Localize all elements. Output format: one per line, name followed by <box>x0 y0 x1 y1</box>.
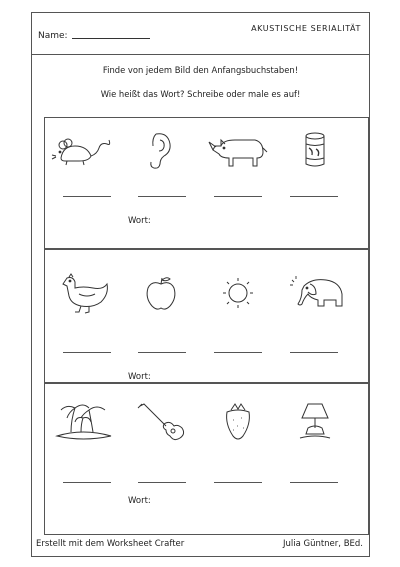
name-label: Name: <box>38 31 68 41</box>
strawberry-icon <box>203 398 273 446</box>
tin-can-icon <box>280 126 350 174</box>
elephant-icon <box>280 270 350 318</box>
word-label: Wort: <box>128 496 151 506</box>
ear-icon <box>126 126 196 174</box>
word-label: Wort: <box>128 372 151 382</box>
task-row-1 <box>44 117 369 249</box>
island-icon <box>49 398 119 446</box>
name-write-line[interactable] <box>72 38 150 39</box>
worksheet-header <box>32 13 369 55</box>
mouse-icon <box>49 126 119 174</box>
hen-icon <box>49 270 119 318</box>
answer-line[interactable] <box>214 196 262 197</box>
worksheet-title: AKUSTISCHE SERIALITÄT <box>251 24 361 33</box>
guitar-icon <box>126 398 196 446</box>
footer-author: Julia Güntner, BEd. <box>282 539 363 549</box>
footer-credit: Erstellt mit dem Worksheet Crafter <box>36 539 185 549</box>
rhinoceros-icon <box>203 126 273 174</box>
lamp-icon <box>280 398 350 446</box>
task-row-3 <box>44 383 369 535</box>
answer-line[interactable] <box>138 352 186 353</box>
answer-line[interactable] <box>290 482 338 483</box>
task-row-2 <box>44 249 369 383</box>
answer-line[interactable] <box>63 196 111 197</box>
sun-icon <box>203 270 273 318</box>
answer-line[interactable] <box>290 352 338 353</box>
answer-line[interactable] <box>214 482 262 483</box>
word-label: Wort: <box>128 216 151 226</box>
answer-line[interactable] <box>63 482 111 483</box>
answer-line[interactable] <box>138 482 186 483</box>
instruction-line-2: Wie heißt das Wort? Schreibe oder male es auf! <box>100 89 301 99</box>
answer-line[interactable] <box>290 196 338 197</box>
instruction-line-1: Finde von jedem Bild den Anfangsbuchstaben! <box>102 65 299 75</box>
apple-icon <box>126 270 196 318</box>
answer-line[interactable] <box>138 196 186 197</box>
worksheet <box>31 12 370 557</box>
answer-line[interactable] <box>63 352 111 353</box>
name-field <box>38 31 150 41</box>
answer-line[interactable] <box>214 352 262 353</box>
